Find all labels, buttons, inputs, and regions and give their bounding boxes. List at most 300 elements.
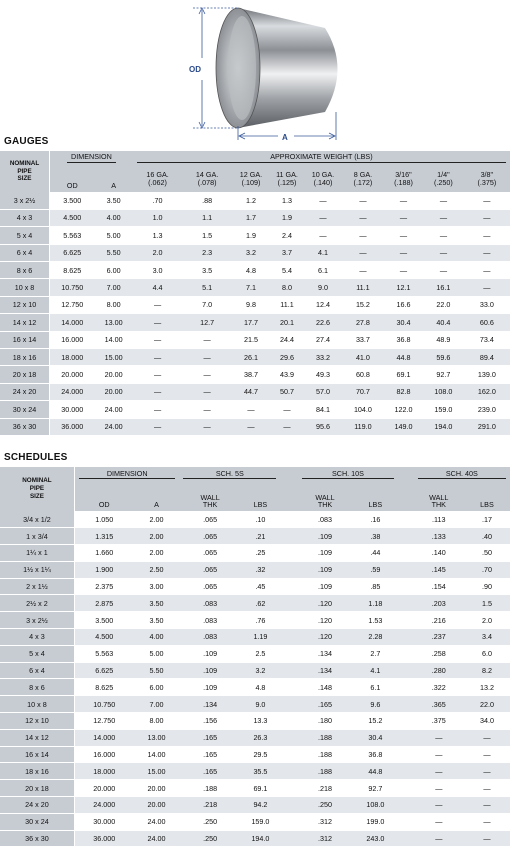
value-cell: 3.00 xyxy=(149,581,164,591)
value-cell: 20.000 xyxy=(61,370,84,379)
value-cell: — xyxy=(384,244,423,261)
value-cell: .109 xyxy=(318,581,332,591)
gauge-col-header: 16 GA. (.062) xyxy=(133,165,183,192)
spacer xyxy=(398,612,413,629)
value-cell: — xyxy=(483,265,491,275)
spacer xyxy=(280,482,298,511)
value-cell: — xyxy=(203,404,211,414)
value-cell: 1.19 xyxy=(241,629,280,646)
value-cell: .62 xyxy=(241,595,280,612)
value-cell: — xyxy=(423,244,464,261)
value-cell: 1.9 xyxy=(270,209,304,226)
value-cell: — xyxy=(414,830,464,847)
value-cell: .280 xyxy=(414,662,464,679)
spacer xyxy=(398,696,413,713)
value-cell: .140 xyxy=(431,548,446,558)
sch-5s-header: SCH. 5S xyxy=(179,467,280,482)
value-cell: 2.5 xyxy=(255,649,266,659)
spacer xyxy=(398,713,413,730)
value-cell: .44 xyxy=(370,548,381,558)
value-cell: 8.00 xyxy=(149,716,164,726)
dimension-col-a: A xyxy=(134,482,180,511)
value-cell: 2.3 xyxy=(182,244,232,261)
value-cell: — xyxy=(319,230,327,240)
value-cell: 9.8 xyxy=(245,300,256,310)
value-cell: — xyxy=(182,418,232,435)
value-cell: .375 xyxy=(431,716,446,726)
value-cell: 60.8 xyxy=(355,370,370,379)
value-cell: — xyxy=(414,729,464,746)
pipe-size-cell: 1½ x 1¼ xyxy=(0,561,74,578)
dimension-col-od: OD xyxy=(74,482,133,511)
value-cell: 4.8 xyxy=(245,265,256,275)
value-cell: 24.4 xyxy=(279,335,294,345)
value-cell: 5.50 xyxy=(95,244,133,261)
pipe-size-cell: 6 x 4 xyxy=(0,244,50,261)
pipe-size-cell: 3 x 2½ xyxy=(0,192,50,209)
value-cell: 38.7 xyxy=(243,370,258,379)
value-cell: 1.660 xyxy=(95,548,114,558)
value-cell: 2.00 xyxy=(134,528,180,545)
gauge-col-header: 14 GA. (.078) xyxy=(182,165,232,192)
value-cell: 84.1 xyxy=(315,404,330,414)
value-cell: 2.00 xyxy=(149,548,164,558)
value-cell: 33.7 xyxy=(355,335,370,345)
pipe-size-cell: 18 x 16 xyxy=(0,763,74,780)
value-cell: 69.1 xyxy=(396,370,411,379)
dimension-col-od: OD xyxy=(50,165,95,192)
value-cell: .258 xyxy=(431,649,446,659)
spacer xyxy=(280,696,298,713)
value-cell: — xyxy=(359,230,367,240)
value-cell: .59 xyxy=(352,561,398,578)
spacer xyxy=(398,729,413,746)
value-cell: .120 xyxy=(298,595,353,612)
spacer xyxy=(280,561,298,578)
value-cell: 6.625 xyxy=(74,662,133,679)
value-cell: .065 xyxy=(203,548,218,558)
pipe-size-cell: 10 x 8 xyxy=(0,696,74,713)
value-cell: — xyxy=(439,195,447,205)
spacer xyxy=(280,830,298,847)
value-cell: 1.9 xyxy=(245,230,256,240)
value-cell: .065 xyxy=(179,528,240,545)
value-cell: 33.2 xyxy=(304,349,342,366)
table-row xyxy=(0,696,510,713)
pipe-size-cell: 6 x 4 xyxy=(0,662,74,679)
value-cell: 50.7 xyxy=(270,383,304,400)
value-cell: 69.1 xyxy=(253,783,268,793)
value-cell: — xyxy=(304,209,342,226)
value-cell: — xyxy=(435,749,443,759)
value-cell: 12.750 xyxy=(93,716,116,726)
value-cell: — xyxy=(399,195,408,205)
value-cell: 162.0 xyxy=(464,383,510,400)
value-cell: — xyxy=(464,830,510,847)
value-cell: — xyxy=(133,383,183,400)
value-cell: .065 xyxy=(203,514,218,524)
value-cell: 12.1 xyxy=(384,279,423,296)
value-cell: 44.8 xyxy=(352,763,398,780)
value-cell: 36.8 xyxy=(368,749,383,759)
value-cell: 17.7 xyxy=(232,314,270,331)
value-cell: 1.900 xyxy=(74,561,133,578)
table-row xyxy=(0,830,510,847)
value-cell: .083 xyxy=(179,629,240,646)
pipe-size-cell: 2 x 1½ xyxy=(0,578,74,595)
value-cell: — xyxy=(399,230,408,240)
value-cell: .312 xyxy=(298,830,353,847)
value-cell: .065 xyxy=(179,561,240,578)
value-cell: 29.6 xyxy=(270,349,304,366)
value-cell: .188 xyxy=(318,749,332,759)
value-cell: 194.0 xyxy=(241,830,280,847)
pipe-size-cell: 24 x 20 xyxy=(0,797,74,814)
value-cell: .76 xyxy=(255,615,266,625)
value-cell: 9.0 xyxy=(241,696,280,713)
value-cell: 15.2 xyxy=(368,716,383,726)
value-cell: 4.4 xyxy=(133,279,183,296)
table-row xyxy=(0,262,510,279)
value-cell: .109 xyxy=(298,561,353,578)
value-cell: .109 xyxy=(203,649,218,659)
spacer xyxy=(398,578,413,595)
spacer xyxy=(398,528,413,545)
value-cell: 5.563 xyxy=(63,230,82,240)
value-cell: .188 xyxy=(298,763,353,780)
value-cell: 30.4 xyxy=(352,729,398,746)
value-cell: 8.625 xyxy=(63,265,82,275)
value-cell: 26.3 xyxy=(241,729,280,746)
table-row xyxy=(0,418,510,435)
table-row xyxy=(0,763,510,780)
spacer xyxy=(398,482,413,511)
value-cell: .250 xyxy=(179,830,240,847)
gauge-col-header: 10 GA. (.140) xyxy=(304,165,342,192)
value-cell: 6.00 xyxy=(106,265,121,275)
value-cell: 92.7 xyxy=(368,783,383,793)
spacer xyxy=(398,763,413,780)
table-row xyxy=(0,561,510,578)
spacer xyxy=(398,511,413,528)
value-cell: 1.315 xyxy=(74,528,133,545)
value-cell: — xyxy=(153,335,162,345)
pipe-size-cell: 36 x 30 xyxy=(0,418,50,435)
spacer xyxy=(398,629,413,646)
table-row xyxy=(0,366,510,383)
value-cell: .25 xyxy=(255,548,266,558)
spacer xyxy=(280,545,298,562)
value-cell: 3.50 xyxy=(106,195,121,205)
pipe-size-cell: 24 x 20 xyxy=(0,383,50,400)
lbs-header: LBS xyxy=(241,482,280,511)
value-cell: 5.00 xyxy=(149,649,164,659)
value-cell: — xyxy=(439,230,447,240)
value-cell: 18.000 xyxy=(50,349,95,366)
value-cell: 5.4 xyxy=(281,265,292,275)
value-cell: .40 xyxy=(464,528,510,545)
value-cell: 27.4 xyxy=(315,335,330,345)
value-cell: — xyxy=(203,370,211,379)
value-cell: 7.0 xyxy=(202,300,213,310)
value-cell: 5.1 xyxy=(182,279,232,296)
value-cell: 159.0 xyxy=(434,404,453,414)
value-cell: 1.3 xyxy=(152,230,163,240)
value-cell: .216 xyxy=(431,615,446,625)
pipe-size-cell: 10 x 8 xyxy=(0,279,50,296)
pipe-size-cell: 2½ x 2 xyxy=(0,595,74,612)
value-cell: 1.7 xyxy=(232,209,270,226)
pipe-size-cell: 30 x 24 xyxy=(0,813,74,830)
value-cell: 59.6 xyxy=(423,349,464,366)
value-cell: 22.6 xyxy=(304,314,342,331)
value-cell: 24.00 xyxy=(104,404,123,414)
schedules-title: SCHEDULES xyxy=(4,452,68,463)
value-cell: 41.0 xyxy=(342,349,384,366)
pipe-size-cell: 20 x 18 xyxy=(0,366,50,383)
value-cell: 70.7 xyxy=(342,383,384,400)
value-cell: — xyxy=(464,729,510,746)
value-cell: 2.4 xyxy=(281,230,292,240)
value-cell: 33.0 xyxy=(479,300,494,310)
value-cell: .70 xyxy=(152,195,163,205)
value-cell: 9.0 xyxy=(304,279,342,296)
value-cell: 4.00 xyxy=(95,209,133,226)
value-cell: 20.00 xyxy=(95,383,133,400)
value-cell: 34.0 xyxy=(479,716,494,726)
table-row xyxy=(0,679,510,696)
spacer xyxy=(280,780,298,797)
value-cell: 60.6 xyxy=(464,314,510,331)
value-cell: 13.2 xyxy=(479,682,494,692)
value-cell: 4.1 xyxy=(304,244,342,261)
spacer xyxy=(398,780,413,797)
table-row xyxy=(0,578,510,595)
reducer-diagram xyxy=(0,0,512,140)
table-row xyxy=(0,645,510,662)
value-cell: 7.1 xyxy=(232,279,270,296)
lbs-header: LBS xyxy=(464,482,510,511)
value-cell: 8.625 xyxy=(95,682,114,692)
pipe-size-cell: 30 x 24 xyxy=(0,401,50,418)
wall-thk-header: WALL THK xyxy=(298,482,353,511)
value-cell: — xyxy=(232,418,270,435)
value-cell: — xyxy=(283,404,291,414)
od-label: OD xyxy=(189,65,201,74)
value-cell: .250 xyxy=(298,797,353,814)
value-cell: .165 xyxy=(179,763,240,780)
value-cell: .21 xyxy=(241,528,280,545)
value-cell: .88 xyxy=(202,195,213,205)
spacer xyxy=(280,528,298,545)
value-cell: 2.28 xyxy=(352,629,398,646)
value-cell: 20.1 xyxy=(270,314,304,331)
value-cell: 3.4 xyxy=(464,629,510,646)
pipe-size-cell: 20 x 18 xyxy=(0,780,74,797)
gauges-table xyxy=(0,151,510,436)
table-row xyxy=(0,746,510,763)
sch-40s-header: SCH. 40S xyxy=(414,467,510,482)
value-cell: 30.000 xyxy=(61,404,84,414)
spacer xyxy=(280,662,298,679)
spacer xyxy=(280,797,298,814)
gauge-col-header: 12 GA. (.109) xyxy=(232,165,270,192)
table-row xyxy=(0,528,510,545)
value-cell: — xyxy=(464,279,510,296)
value-cell: 43.9 xyxy=(279,370,294,379)
value-cell: .065 xyxy=(203,581,218,591)
value-cell: 7.00 xyxy=(95,279,133,296)
value-cell: 12.750 xyxy=(61,300,84,310)
value-cell: 49.3 xyxy=(315,370,330,379)
value-cell: 7.00 xyxy=(134,696,180,713)
value-cell: 3.500 xyxy=(95,615,114,625)
value-cell: 20.000 xyxy=(93,783,116,793)
value-cell: 122.0 xyxy=(394,404,413,414)
pipe-size-cell: 8 x 6 xyxy=(0,679,74,696)
value-cell: 16.000 xyxy=(61,335,84,345)
value-cell: 15.00 xyxy=(134,763,180,780)
value-cell: 8.0 xyxy=(270,279,304,296)
value-cell: 35.5 xyxy=(241,763,280,780)
spacer xyxy=(280,511,298,528)
value-cell: 239.0 xyxy=(477,404,496,414)
value-cell: 4.1 xyxy=(352,662,398,679)
value-cell: .165 xyxy=(298,696,353,713)
gauges-title: GAUGES xyxy=(4,136,49,147)
value-cell: — xyxy=(483,230,491,240)
value-cell: 92.7 xyxy=(436,370,451,379)
value-cell: 22.0 xyxy=(436,300,451,310)
value-cell: 5.50 xyxy=(134,662,180,679)
value-cell: — xyxy=(359,195,367,205)
value-cell: 13.00 xyxy=(134,729,180,746)
value-cell: .156 xyxy=(203,716,218,726)
table-row xyxy=(0,713,510,730)
value-cell: .322 xyxy=(431,682,446,692)
value-cell: 12.4 xyxy=(315,300,330,310)
value-cell: — xyxy=(435,783,443,793)
spacer xyxy=(280,645,298,662)
value-cell: 1.53 xyxy=(368,615,383,625)
value-cell: .083 xyxy=(203,615,218,625)
value-cell: — xyxy=(133,418,183,435)
pipe-size-cell: 8 x 6 xyxy=(0,262,50,279)
value-cell: 3.50 xyxy=(149,615,164,625)
value-cell: 1.18 xyxy=(352,595,398,612)
nominal-pipe-size-header: NOMINAL PIPE SIZE xyxy=(0,151,50,192)
value-cell: .70 xyxy=(464,561,510,578)
wall-thk-header: WALL THK xyxy=(179,482,240,511)
table-row xyxy=(0,813,510,830)
table-row xyxy=(0,314,510,331)
spacer xyxy=(280,729,298,746)
value-cell: .134 xyxy=(318,649,332,659)
value-cell: 40.4 xyxy=(423,314,464,331)
value-cell: .90 xyxy=(481,581,492,591)
spacer xyxy=(280,612,298,629)
value-cell: 95.6 xyxy=(304,418,342,435)
value-cell: — xyxy=(153,300,162,310)
spacer xyxy=(398,595,413,612)
value-cell: .133 xyxy=(414,528,464,545)
value-cell: — xyxy=(435,817,443,827)
value-cell: 10.750 xyxy=(50,279,95,296)
value-cell: 1.2 xyxy=(245,195,256,205)
table-row xyxy=(0,545,510,562)
pipe-size-cell: 5 x 4 xyxy=(0,645,74,662)
gauge-col-header: 8 GA. (.172) xyxy=(342,165,384,192)
value-cell: .218 xyxy=(318,783,332,793)
value-cell: .188 xyxy=(298,729,353,746)
value-cell: .165 xyxy=(203,749,218,759)
value-cell: 1.050 xyxy=(95,514,114,524)
value-cell: — xyxy=(342,209,384,226)
value-cell: 22.0 xyxy=(464,696,510,713)
pipe-size-cell: 3 x 2½ xyxy=(0,612,74,629)
value-cell: 8.00 xyxy=(106,300,121,310)
value-cell: .120 xyxy=(318,615,332,625)
table-row xyxy=(0,662,510,679)
value-cell: 9.6 xyxy=(352,696,398,713)
value-cell: 1.5 xyxy=(464,595,510,612)
pipe-size-cell: 16 x 14 xyxy=(0,746,74,763)
value-cell: 11.1 xyxy=(342,279,384,296)
value-cell: 2.0 xyxy=(133,244,183,261)
value-cell: — xyxy=(133,314,183,331)
value-cell: 3.5 xyxy=(202,265,213,275)
table-row xyxy=(0,797,510,814)
pipe-size-cell: 12 x 10 xyxy=(0,296,50,313)
value-cell: .365 xyxy=(414,696,464,713)
value-cell: — xyxy=(399,265,408,275)
value-cell: — xyxy=(270,418,304,435)
value-cell: 6.625 xyxy=(50,244,95,261)
value-cell: — xyxy=(439,265,447,275)
pipe-size-cell: 4 x 3 xyxy=(0,629,74,646)
value-cell: 5.563 xyxy=(95,649,114,659)
value-cell: 291.0 xyxy=(464,418,510,435)
spacer xyxy=(280,763,298,780)
nominal-pipe-size-header: NOMINAL PIPE SIZE xyxy=(0,467,74,511)
pipe-size-cell: 1 x 3/4 xyxy=(0,528,74,545)
value-cell: .154 xyxy=(431,581,446,591)
value-cell: .134 xyxy=(298,662,353,679)
spacer xyxy=(398,545,413,562)
table-row xyxy=(0,279,510,296)
value-cell: .113 xyxy=(432,514,446,524)
value-cell: 82.8 xyxy=(384,383,423,400)
value-cell: 4.8 xyxy=(255,682,266,692)
value-cell: — xyxy=(483,749,491,759)
value-cell: 13.3 xyxy=(253,716,268,726)
value-cell: 24.00 xyxy=(95,418,133,435)
value-cell: 1.0 xyxy=(133,209,183,226)
value-cell: 6.0 xyxy=(481,649,492,659)
value-cell: .32 xyxy=(241,561,280,578)
value-cell: 104.0 xyxy=(353,404,372,414)
value-cell: 3.2 xyxy=(241,662,280,679)
spacer xyxy=(398,662,413,679)
table-row xyxy=(0,349,510,366)
spacer xyxy=(398,830,413,847)
value-cell: .312 xyxy=(318,817,332,827)
table-row xyxy=(0,192,510,209)
pipe-size-cell: 5 x 4 xyxy=(0,227,50,244)
value-cell: 12.7 xyxy=(182,314,232,331)
reducer-body xyxy=(216,8,338,128)
value-cell: 108.0 xyxy=(423,383,464,400)
